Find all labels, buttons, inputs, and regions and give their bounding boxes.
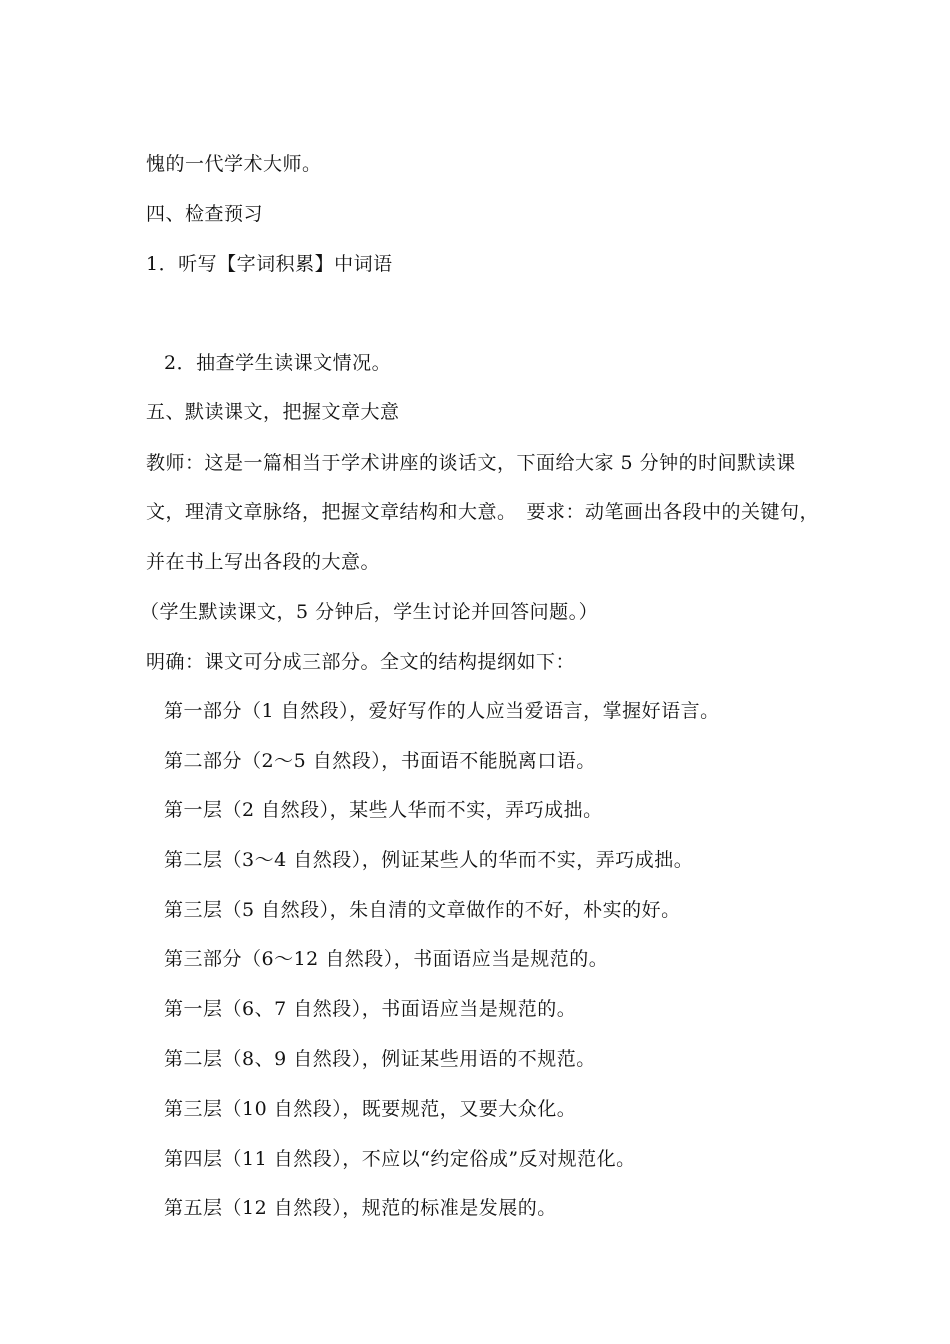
outline-item: 第一层（6、7 自然段），书面语应当是规范的。 [164, 998, 577, 1020]
text-line: 1．听写【字词积累】中词语 [146, 253, 393, 275]
section-heading: 四、检查预习 [146, 203, 264, 225]
text-line: （学生默读课文，5 分钟后，学生讨论并回答问题。） [140, 601, 599, 623]
text-line: 并在书上写出各段的大意。 [146, 551, 381, 573]
outline-item: 第三层（10 自然段），既要规范，又要大众化。 [164, 1098, 577, 1120]
outline-item: 第二层（3～4 自然段），例证某些人的华而不实，弄巧成拙。 [164, 849, 694, 871]
outline-item: 第二层（8、9 自然段），例证某些用语的不规范。 [164, 1048, 596, 1070]
outline-item: 第三层（5 自然段），朱自清的文章做作的不好，朴实的好。 [164, 899, 681, 921]
text-line: 教师：这是一篇相当于学术讲座的谈话文，下面给大家 5 分钟的时间默读课 [146, 452, 796, 474]
outline-item: 第一层（2 自然段），某些人华而不实，弄巧成拙。 [164, 799, 603, 821]
outline-item: 第一部分（1 自然段），爱好写作的人应当爱语言，掌握好语言。 [164, 700, 720, 722]
section-heading: 五、默读课文，把握文章大意 [146, 401, 400, 423]
text-line: 2．抽查学生读课文情况。 [164, 352, 392, 374]
outline-item: 第五层（12 自然段），规范的标准是发展的。 [164, 1197, 557, 1219]
text-line: 文，理清文章脉络，把握文章结构和大意。 要求：动笔画出各段中的关键句， [146, 501, 820, 523]
text-line: 明确：课文可分成三部分。全文的结构提纲如下： [146, 651, 576, 673]
outline-item: 第四层（11 自然段），不应以“约定俗成”反对规范化。 [164, 1148, 636, 1170]
outline-item: 第二部分（2～5 自然段），书面语不能脱离口语。 [164, 750, 596, 772]
text-line: 愧的一代学术大师。 [146, 153, 322, 175]
outline-item: 第三部分（6～12 自然段），书面语应当是规范的。 [164, 948, 609, 970]
